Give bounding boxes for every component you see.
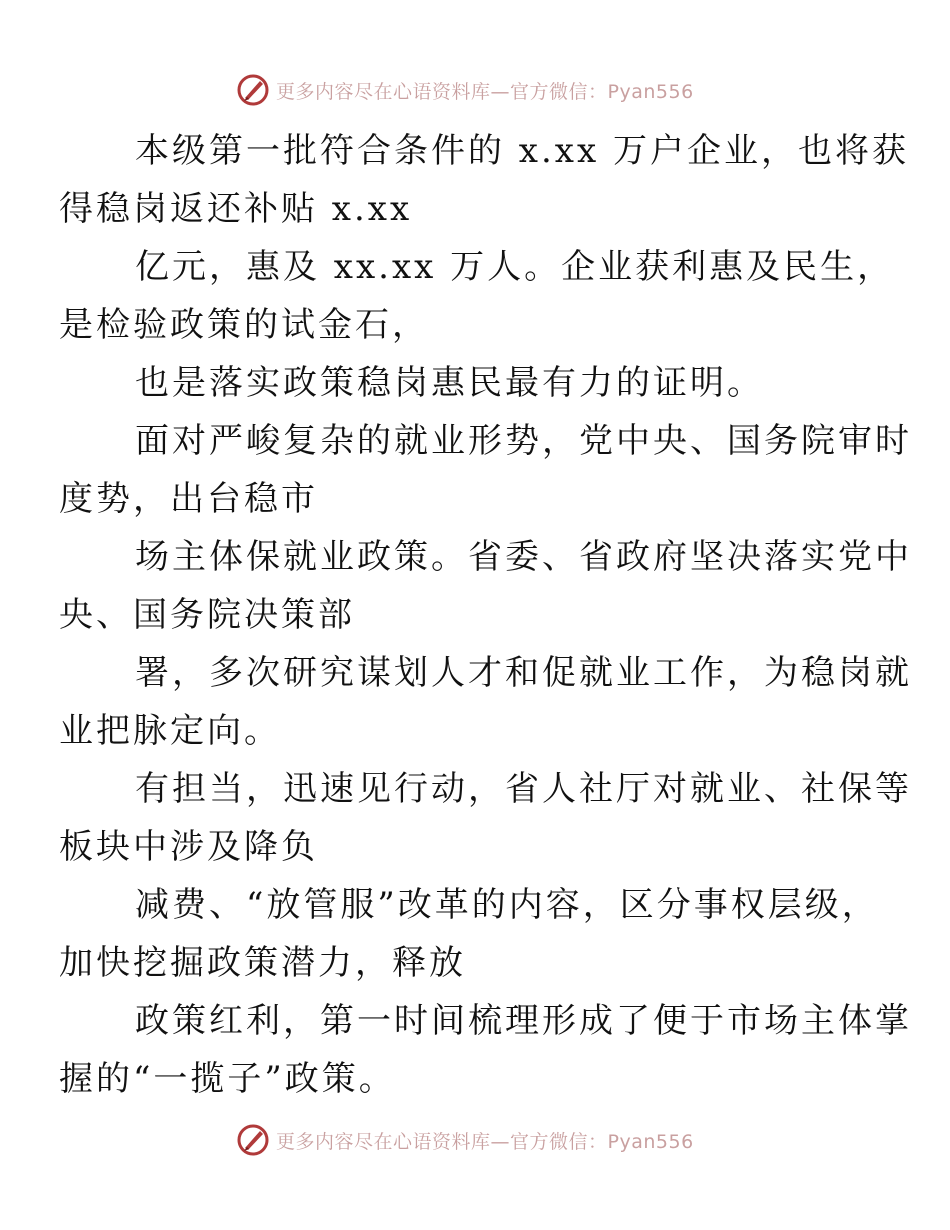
watermark-text: 更多内容尽在心语资料库—官方微信：Pyan556 — [276, 80, 694, 103]
text-line: 本级第一批符合条件的 x.xx 万户企业，也将获 — [135, 131, 909, 171]
paragraph — [59, 412, 912, 528]
text-line: 度势，出台稳市 — [59, 479, 318, 519]
text-line: 是检验政策的试金石， — [59, 305, 429, 345]
paragraph — [59, 238, 895, 354]
header-watermark — [236, 72, 694, 108]
quill-pen-logo-icon — [236, 73, 270, 107]
document-body — [59, 122, 912, 1108]
text-line: 握的“一揽子”政策。 — [59, 1059, 396, 1099]
paragraph — [97, 354, 855, 412]
text-line: 得稳岗返还补贴 x.xx — [59, 189, 413, 229]
paragraph — [59, 876, 879, 992]
watermark-text: 更多内容尽在心语资料库—官方微信：Pyan556 — [276, 1130, 694, 1153]
text-line: 业把脉定向。 — [59, 711, 281, 751]
text-line: 有担当，迅速见行动，省人社厅对就业、社保等 — [135, 769, 912, 809]
paragraph — [59, 992, 912, 1108]
text-line: 减费、“放管服”改革的内容，区分事权层级， — [135, 885, 879, 925]
text-line: 板块中涉及降负 — [59, 827, 318, 867]
text-line: 政策红利，第一时间梳理形成了便于市场主体掌 — [135, 1001, 912, 1041]
paragraph — [59, 528, 912, 644]
text-line: 场主体保就业政策。省委、省政府坚决落实党中 — [135, 537, 912, 577]
paragraph — [59, 122, 909, 238]
paragraph — [59, 644, 912, 760]
paragraph — [59, 760, 912, 876]
text-line: 央、国务院决策部 — [59, 595, 355, 635]
text-line: 加快挖掘政策潜力，释放 — [59, 943, 466, 983]
text-line: 也是落实政策稳岗惠民最有力的证明。 — [135, 363, 764, 403]
footer-watermark — [236, 1122, 694, 1158]
text-line: 署，多次研究谋划人才和促就业工作，为稳岗就 — [135, 653, 912, 693]
text-line: 亿元，惠及 xx.xx 万人。企业获利惠及民生， — [135, 247, 895, 287]
quill-pen-logo-icon — [236, 1123, 270, 1157]
text-line: 面对严峻复杂的就业形势，党中央、国务院审时 — [135, 421, 912, 461]
